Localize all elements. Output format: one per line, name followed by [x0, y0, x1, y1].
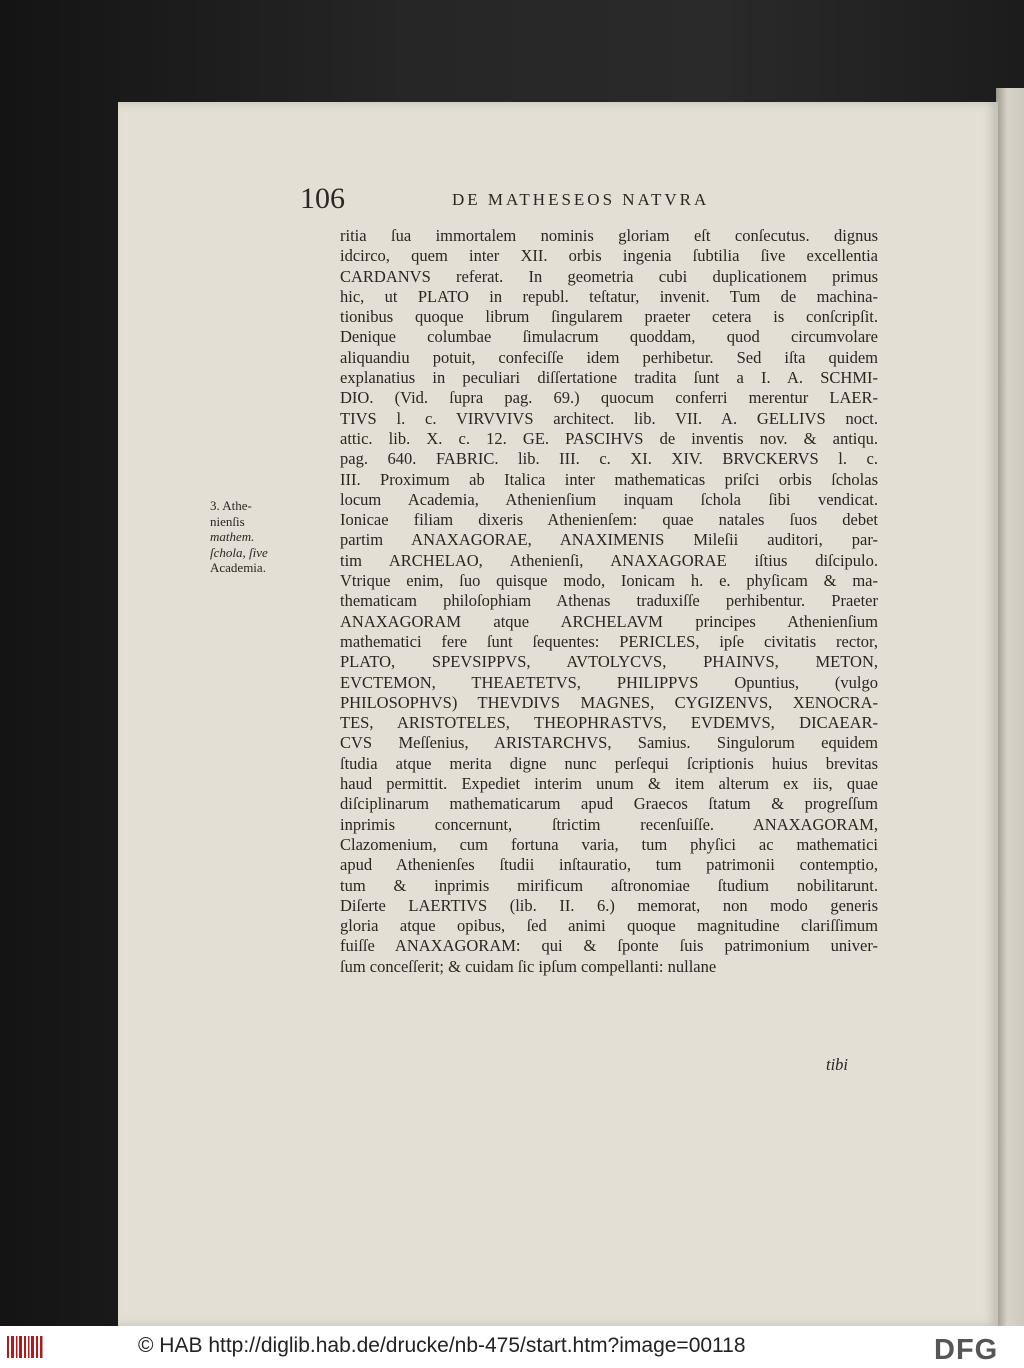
- footer-bar: [0, 1326, 1024, 1368]
- text-line: CARDANVS referat. In geometria cubi duplicationem primus: [340, 266, 878, 286]
- margin-note-line: mathem.: [210, 529, 255, 544]
- text-line: ſtudia atque merita digne nunc perſequi ſcriptionis huius brevitas: [340, 753, 878, 773]
- text-line: Vtrique enim, ſuo quisque modo, Ionicam h. e. phyſicam & ma-: [340, 571, 878, 591]
- text-line: gloria atque opibus, ſed animi quoque magnitudine clariſſimum: [340, 916, 878, 936]
- hab-barcode-logo-icon: [6, 1332, 44, 1362]
- text-line: Denique columbae ſimulacrum quoddam, quod circumvolare: [340, 327, 878, 347]
- margin-note-line: nienſis: [210, 513, 245, 529]
- text-line: Ionicae filiam dixeris Athenienſem: quae natales ſuos debet: [340, 510, 878, 530]
- text-line: attic. lib. X. c. 12. GE. PASCIHVS de inventis nov. & antiqu.: [340, 428, 878, 448]
- page-number: 106: [300, 182, 345, 215]
- dfg-logo: [934, 1334, 1014, 1362]
- text-line: hic, ut PLATO in republ. teſtatur, invenit. Tum de machina-: [340, 286, 878, 306]
- text-line: fuiſſe ANAXAGORAM: qui & ſponte ſuis patrimonium univer-: [340, 936, 878, 956]
- text-line: thematicam philoſophiam Athenas traduxiſſe perhibentur. Praeter: [340, 591, 878, 611]
- text-line: aliquandiu potuit, confeciſſe idem perhibetur. Sed iſta quidem: [340, 347, 878, 367]
- margin-note: [210, 498, 310, 576]
- text-line: apud Athenienſes ſtudii inſtauratio, tum patrimonii contemptio,: [340, 855, 878, 875]
- text-line: EVCTEMON, THEAETETVS, PHILIPPVS Opuntius, (vulgo: [340, 672, 878, 692]
- text-line: haud permittit. Expediet interim unum & item alterum ex iis, quae: [340, 774, 878, 794]
- text-line: pag. 640. FABRIC. lib. III. c. XI. XIV. BRVCKERVS l. c.: [340, 449, 878, 469]
- dfg-logo-text: DFG: [934, 1334, 999, 1362]
- margin-note-line: ſchola, ſive: [210, 544, 268, 560]
- page-header: [300, 182, 860, 226]
- body-text: [340, 226, 878, 977]
- text-line: TIVS l. c. VIRVVIVS architect. lib. VII. A. GELLIVS noct.: [340, 408, 878, 428]
- text-line: DIO. (Vid. ſupra pag. 69.) quocum conferri merentur LAER-: [340, 388, 878, 408]
- text-line: Diſerte LAERTIVS (lib. II. 6.) memorat, non modo generis: [340, 895, 878, 915]
- text-line: tum & inprimis mirificum aſtronomiae ſtudium nobilitarunt.: [340, 875, 878, 895]
- text-line: tim ARCHELAO, Athenienſi, ANAXAGORAE iſtius diſcipulo.: [340, 550, 878, 570]
- copyright-url[interactable]: © HAB http://diglib.hab.de/drucke/nb-475/start.htm?image=00118: [138, 1334, 746, 1357]
- text-line: TES, ARISTOTELES, THEOPHRASTVS, EVDEMVS, DICAEAR-: [340, 713, 878, 733]
- text-line: idcirco, quem inter XII. orbis ingenia ſubtilia ſive excellentia: [340, 246, 878, 266]
- adjacent-page-edge: [996, 88, 1024, 1326]
- text-line: explanatius in peculiari diſſertatione tradita ſunt a I. A. SCHMI-: [340, 368, 878, 388]
- text-line: inprimis concernunt, ſtrictim recenſuiſſe. ANAXAGORAM,: [340, 814, 878, 834]
- text-line: mathematici fere ſunt ſequentes: PERICLES, ipſe civitatis rector,: [340, 631, 878, 651]
- text-line: CVS Meſſenius, ARISTARCHVS, Samius. Singulorum equidem: [340, 733, 878, 753]
- running-title: DE MATHESEOS NATVRA: [452, 190, 710, 209]
- text-line: III. Proximum ab Italica inter mathematicas priſci orbis ſcholas: [340, 469, 878, 489]
- text-line: ſum conceſſerit; & cuidam ſic ipſum compellanti: nullane: [340, 956, 717, 976]
- text-line: partim ANAXAGORAE, ANAXIMENIS Mileſii auditori, par-: [340, 530, 878, 550]
- text-line: ANAXAGORAM atque ARCHELAVM principes Athenienſium: [340, 611, 878, 631]
- text-line: PLATO, SPEVSIPPVS, AVTOLYCVS, PHAINVS, METON,: [340, 652, 878, 672]
- margin-note-line: Academia.: [210, 560, 266, 575]
- text-line: ritia ſua immortalem nominis gloriam eſt conſecutus. dignus: [340, 226, 878, 245]
- catchword: tibi: [826, 1055, 849, 1074]
- text-line: diſciplinarum mathematicarum apud Graecos ſtatum & progreſſum: [340, 794, 878, 814]
- text-line: PHILOSOPHVS) THEVDIVS MAGNES, CYGIZENVS, XENOCRA-: [340, 692, 878, 712]
- text-line: locum Academia, Athenienſium inquam ſchola ſibi vendicat.: [340, 489, 878, 509]
- margin-note-line: 3. Athe-: [210, 498, 252, 513]
- text-line: tionibus quoque librum ſingularem praeter cetera is conſcripſit.: [340, 307, 878, 327]
- text-line: Clazomenium, cum fortuna varia, tum phyſici ac mathematici: [340, 834, 878, 854]
